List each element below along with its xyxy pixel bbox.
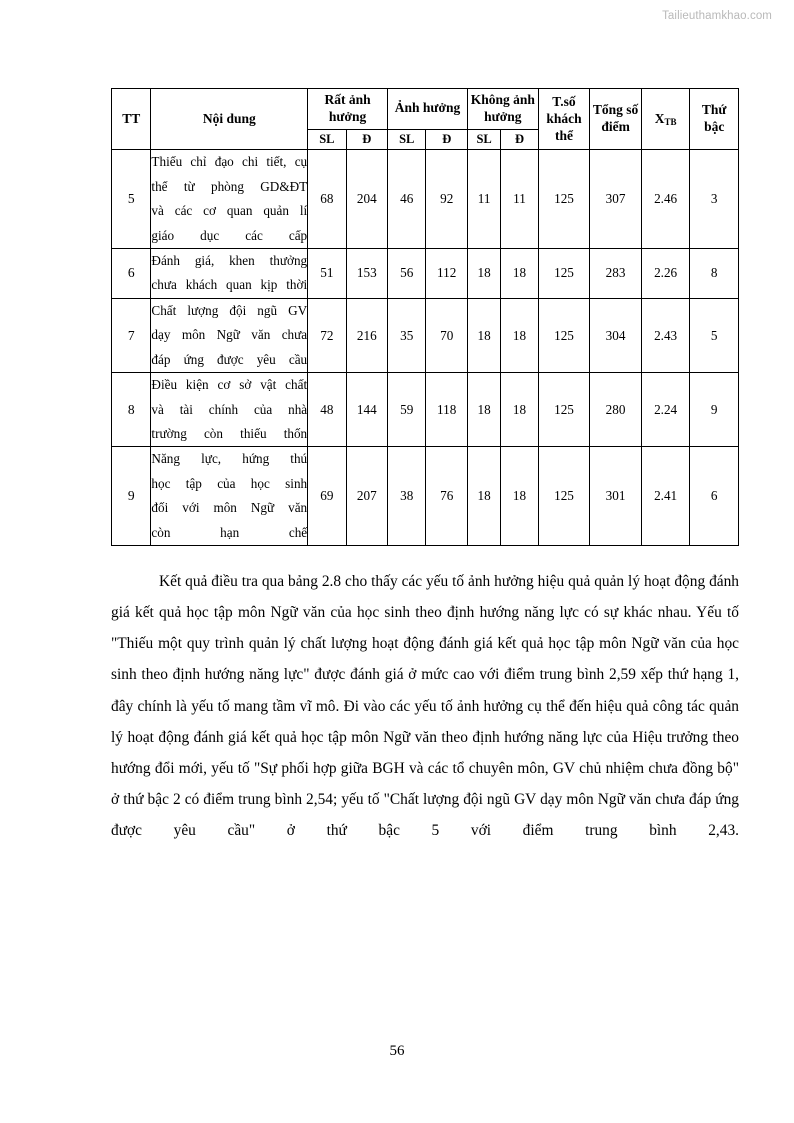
cell-rah-sl: 69	[308, 447, 346, 546]
cell-tt: 9	[112, 447, 151, 546]
table-header-row-main	[112, 89, 739, 130]
cell-noidung	[151, 298, 308, 372]
cell-noidung	[151, 150, 308, 249]
noidung-line: Năng lực, hứng thú	[151, 451, 308, 467]
cell-kah-d: 18	[501, 447, 538, 546]
cell-kah-sl: 18	[467, 249, 500, 299]
cell-tso: 125	[538, 373, 590, 447]
watermark-text: Tailieuthamkhao.com	[662, 10, 772, 22]
cell-rah-d: 144	[346, 373, 387, 447]
cell-kah-sl: 11	[467, 150, 500, 249]
header-anh-huong: Ảnh hưởng	[388, 89, 468, 130]
cell-tso: 125	[538, 298, 590, 372]
cell-ah-sl: 59	[388, 373, 426, 447]
cell-tt: 7	[112, 298, 151, 372]
cell-xtb: 2.26	[641, 249, 690, 299]
cell-noidung	[151, 447, 308, 546]
cell-rah-sl: 68	[308, 150, 346, 249]
cell-rah-d: 153	[346, 249, 387, 299]
cell-kah-sl: 18	[467, 447, 500, 546]
noidung-line: Chất lượng đội ngũ GV	[151, 302, 308, 318]
cell-xtb: 2.24	[641, 373, 690, 447]
cell-noidung	[151, 373, 308, 447]
noidung-line: giáo dục các cấp	[151, 227, 308, 243]
cell-ah-d: 70	[426, 298, 467, 372]
header-rah-d: Đ	[346, 129, 387, 150]
noidung-line: Điều kiện cơ sở vật chất	[151, 377, 308, 393]
header-tso-khach-the: T.số khách thể	[538, 89, 590, 150]
noidung-line: và các cơ quan quản lí	[151, 203, 308, 219]
cell-tong: 304	[590, 298, 642, 372]
table-row	[112, 249, 739, 299]
header-kah-sl: SL	[467, 129, 500, 150]
cell-rah-sl: 48	[308, 373, 346, 447]
noidung-line: thể từ phòng GD&ĐT	[151, 178, 308, 194]
noidung-line: còn hạn chế	[151, 524, 308, 540]
noidung-line: Thiếu chỉ đạo chi tiết, cụ	[151, 154, 308, 170]
cell-ah-sl: 35	[388, 298, 426, 372]
cell-ah-d: 118	[426, 373, 467, 447]
cell-xtb: 2.43	[641, 298, 690, 372]
noidung-line: trường còn thiếu thốn	[151, 426, 308, 442]
page-content	[111, 88, 739, 862]
cell-tong: 307	[590, 150, 642, 249]
cell-kah-sl: 18	[467, 298, 500, 372]
header-ah-sl: SL	[388, 129, 426, 150]
cell-noidung	[151, 249, 308, 299]
cell-tong: 301	[590, 447, 642, 546]
cell-ah-sl: 46	[388, 150, 426, 249]
cell-tso: 125	[538, 249, 590, 299]
noidung-line: chưa khách quan kịp thời	[151, 277, 308, 293]
cell-thubac: 3	[690, 150, 739, 249]
cell-rah-sl: 72	[308, 298, 346, 372]
cell-kah-d: 11	[501, 150, 538, 249]
header-xtb-main: X	[654, 110, 665, 126]
cell-xtb: 2.46	[641, 150, 690, 249]
cell-xtb: 2.41	[641, 447, 690, 546]
table-row	[112, 447, 739, 546]
table-row	[112, 150, 739, 249]
noidung-line: dạy môn Ngữ văn chưa	[151, 327, 308, 343]
cell-tt: 6	[112, 249, 151, 299]
noidung-line: Đánh giá, khen thưởng	[151, 253, 308, 269]
cell-tt: 8	[112, 373, 151, 447]
cell-thubac: 8	[690, 249, 739, 299]
noidung-line: và tài chính của nhà	[151, 401, 308, 417]
cell-kah-d: 18	[501, 249, 538, 299]
cell-rah-sl: 51	[308, 249, 346, 299]
header-xtb	[641, 89, 690, 150]
cell-tso: 125	[538, 150, 590, 249]
header-kah-d: Đ	[501, 129, 538, 150]
noidung-line: đáp ứng được yêu cầu	[151, 351, 308, 367]
noidung-line: đối với môn Ngữ văn	[151, 500, 308, 516]
survey-results-table	[111, 88, 739, 546]
cell-thubac: 6	[690, 447, 739, 546]
cell-kah-d: 18	[501, 298, 538, 372]
header-tt: TT	[112, 89, 151, 150]
table-row	[112, 298, 739, 372]
cell-tong: 283	[590, 249, 642, 299]
analysis-paragraph	[111, 566, 739, 846]
header-rah-sl: SL	[308, 129, 346, 150]
cell-ah-d: 112	[426, 249, 467, 299]
header-ah-d: Đ	[426, 129, 467, 150]
cell-tong: 280	[590, 373, 642, 447]
header-tong-so-diem: Tổng số điểm	[590, 89, 642, 150]
table-row	[112, 373, 739, 447]
cell-thubac: 5	[690, 298, 739, 372]
cell-rah-d: 207	[346, 447, 387, 546]
noidung-line: học tập của học sinh	[151, 475, 308, 491]
header-noidung: Nội dung	[151, 89, 308, 150]
table-body	[112, 150, 739, 546]
cell-ah-d: 76	[426, 447, 467, 546]
paragraph-text: Kết quả điều tra qua bảng 2.8 cho thấy các yếu tố ảnh hưởng hiệu quả quản lý hoạt động đánh giá kết quả học tập môn Ngữ văn của học sinh theo định hướng năng lực có sự khác nhau. Yếu tố "Thiếu một quy trình quản lý chất lượng hoạt động đánh giá kết quả học tập môn Ngữ văn của học sinh theo định hướng năng lực" được đánh giá ở mức cao với điểm trung bình 2,59 xếp thứ hạng 1, đây chính là yếu tố mang tầm vĩ mô. Đi vào các yếu tố ảnh hưởng cụ thể đến hiệu quả công tác quản lý hoạt động đánh giá kết quả học tập môn Ngữ văn theo định hướng năng lực của Hiệu trưởng theo hướng đổi mới, yếu tố "Sự phối hợp giữa BGH và các tổ chuyên môn, GV chủ nhiệm chưa đồng bộ" ở thứ bậc 2 có điểm trung bình 2,54; yếu tố "Chất lượng đội ngũ GV dạy môn Ngữ văn chưa đáp ứng được yêu cầu" ở thứ bậc 5 với điểm trung bình 2,43.	[111, 573, 739, 839]
header-thu-bac: Thứ bậc	[690, 89, 739, 150]
page-number: 56	[389, 1043, 405, 1059]
cell-thubac: 9	[690, 373, 739, 447]
cell-kah-sl: 18	[467, 373, 500, 447]
cell-tt: 5	[112, 150, 151, 249]
cell-ah-d: 92	[426, 150, 467, 249]
cell-rah-d: 216	[346, 298, 387, 372]
header-rat-anh-huong: Rất ảnh hưởng	[308, 89, 388, 130]
cell-tso: 125	[538, 447, 590, 546]
header-xtb-sub: TB	[664, 116, 677, 127]
cell-ah-sl: 56	[388, 249, 426, 299]
cell-ah-sl: 38	[388, 447, 426, 546]
header-khong-anh-huong: Không ảnh hưởng	[467, 89, 538, 130]
cell-kah-d: 18	[501, 373, 538, 447]
cell-rah-d: 204	[346, 150, 387, 249]
